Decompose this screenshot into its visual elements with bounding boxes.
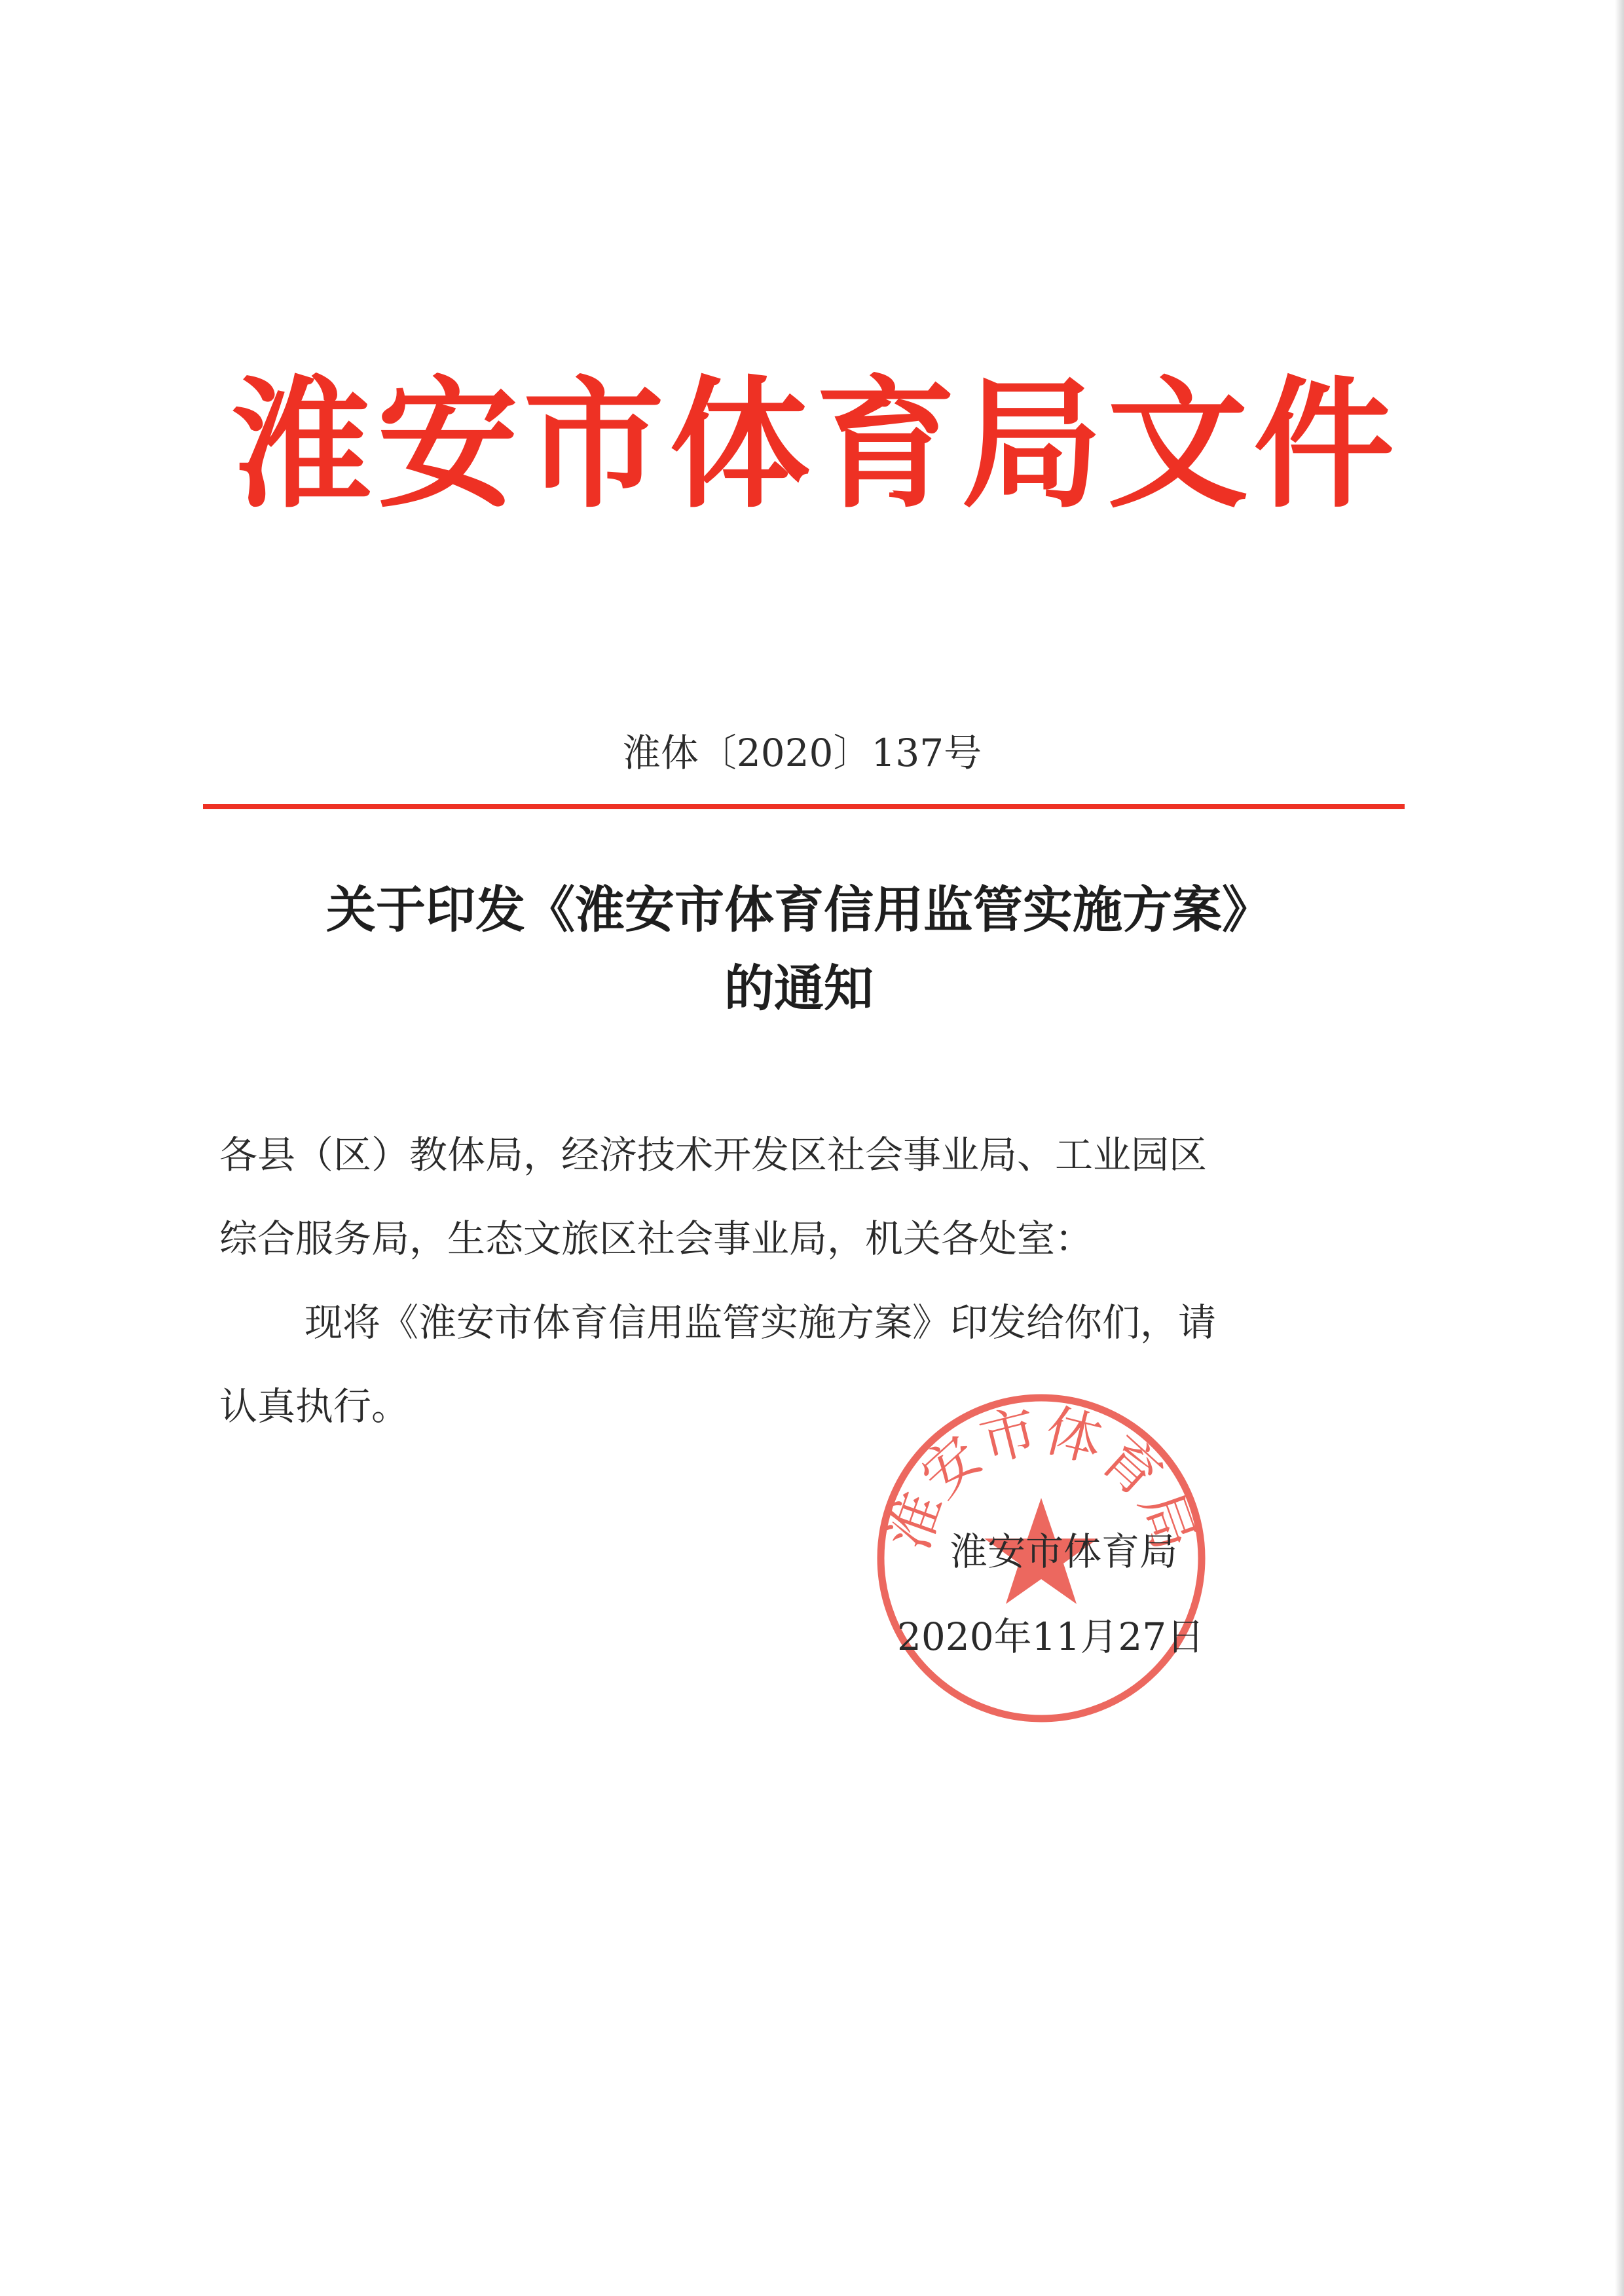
scan-edge-shadow	[1615, 0, 1624, 2296]
notice-title-line-1: 关于印发《淮安市体育信用监管实施方案》	[326, 881, 1272, 939]
body-line-recipients-2: 综合服务局，生态文旅区社会事业局，机关各处室：	[219, 1216, 1094, 1261]
signing-organization: 淮安市体育局	[950, 1529, 1178, 1574]
body-line-content-2: 认真执行。	[219, 1384, 410, 1429]
notice-title	[196, 871, 1401, 1028]
signing-date: 2020年11月27日	[897, 1614, 1205, 1659]
masthead-title: 淮安市体育局文件	[231, 363, 1399, 527]
document-number: 淮体〔2020〕137号	[622, 731, 982, 775]
signature-block	[897, 1509, 1290, 1679]
red-divider-line	[203, 804, 1405, 809]
seal-text: 淮安市体育局	[875, 1397, 1208, 1559]
body-line-recipients-1: 各县（区）教体局，经济技术开发区社会事业局、工业园区	[219, 1133, 1208, 1177]
body-line-content-1: 现将《淮安市体育信用监管实施方案》印发给你们，请	[304, 1300, 1217, 1345]
notice-title-line-2: 的通知	[724, 959, 874, 1017]
